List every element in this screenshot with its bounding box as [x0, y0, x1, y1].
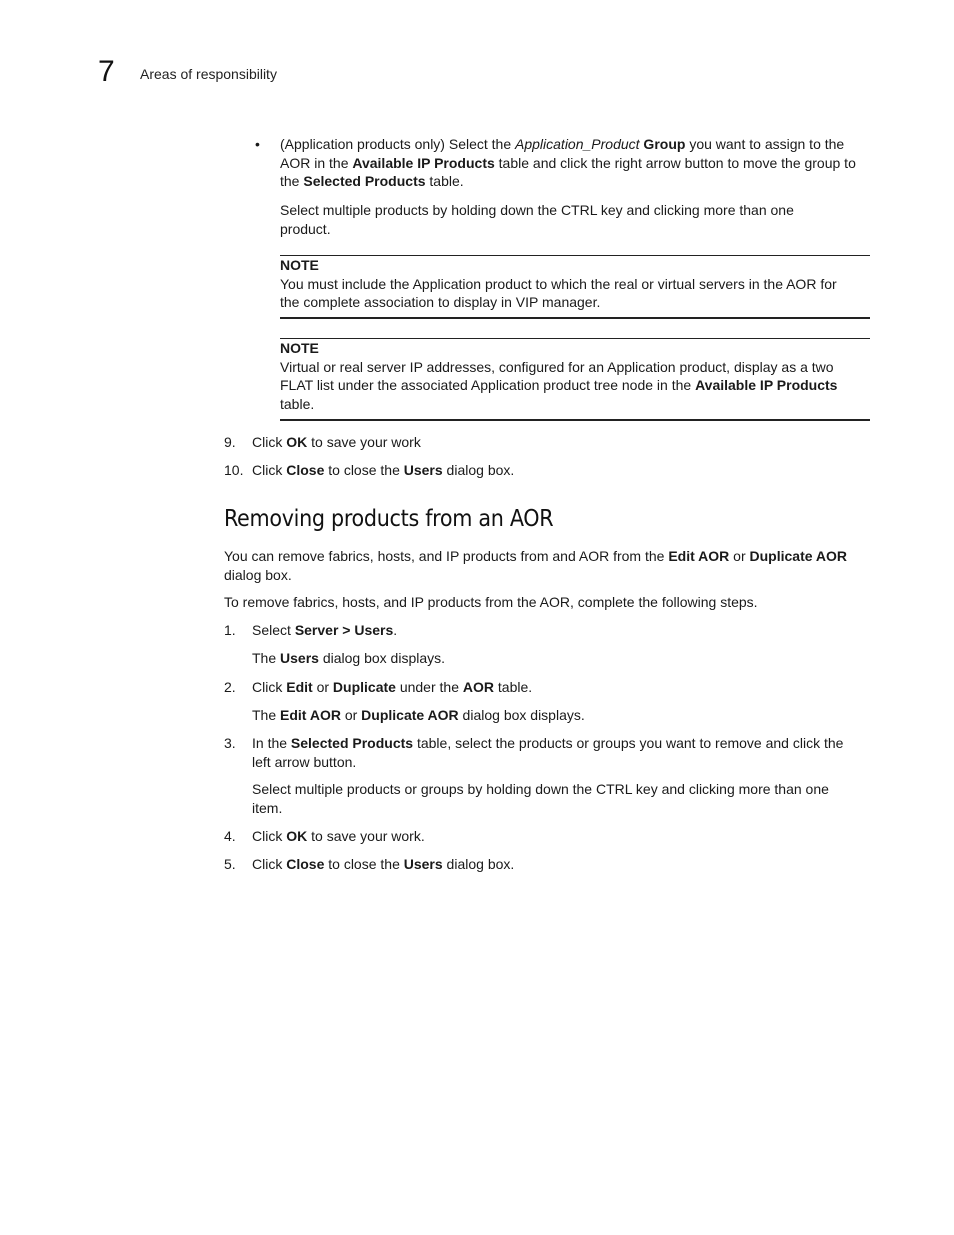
ui-term: Edit AOR — [280, 707, 341, 723]
ui-term: Users — [280, 650, 319, 666]
text: The — [252, 707, 281, 723]
ui-term: Available IP Products — [352, 154, 495, 171]
step-3 — [252, 734, 882, 771]
text: to save your work. — [307, 828, 425, 844]
text: to close the — [324, 856, 404, 872]
bullet-subparagraph — [280, 201, 880, 238]
note-2 — [280, 339, 880, 413]
text: You must include the Application product to which the real or virtual servers in the AOR for — [280, 275, 837, 292]
text: Click — [252, 679, 287, 695]
step-number: 2. — [224, 679, 236, 695]
text: You can remove fabrics, hosts, and IP products from and AOR from the — [224, 548, 669, 564]
text: dialog box. — [442, 856, 515, 872]
ui-term: Users — [403, 462, 443, 478]
text: to close the — [324, 462, 404, 478]
ui-term: Edit AOR — [668, 548, 730, 564]
note-1 — [280, 256, 880, 312]
step-number: 1. — [224, 622, 236, 638]
text: table. — [494, 679, 533, 695]
text: The — [252, 650, 281, 666]
step-number: 5. — [224, 856, 236, 872]
text: dialog box. — [224, 566, 292, 583]
text: Click — [252, 828, 287, 844]
text: Select — [252, 622, 295, 638]
ui-term: Close — [286, 462, 325, 478]
text: you want to assign to the — [685, 136, 845, 152]
bullet-paragraph — [280, 135, 880, 191]
text: (Application products only) Select the — [280, 136, 516, 152]
step-2-result — [252, 706, 585, 725]
ui-term: OK — [286, 434, 308, 450]
step-number: 9. — [224, 434, 236, 450]
text: or — [312, 679, 333, 695]
step-1 — [252, 621, 397, 640]
note-bottom-rule — [280, 317, 870, 319]
text: AOR in the — [280, 154, 353, 171]
text: table, select the products or groups you want to remove and click the — [413, 735, 844, 751]
step-1-result — [252, 649, 445, 668]
step-number: 10. — [224, 462, 244, 478]
text: table. — [280, 395, 315, 412]
ui-term: Selected Products — [290, 735, 414, 751]
section-heading: Removing products from an AOR — [224, 506, 554, 532]
text: under the — [395, 679, 463, 695]
text: Virtual or real server IP addresses, configured for an Application product, display as a two — [280, 358, 834, 375]
ui-term: Server > Users — [294, 622, 394, 638]
ui-term: Duplicate AOR — [361, 707, 459, 723]
ui-term: AOR — [462, 679, 494, 695]
ui-term: Edit — [286, 679, 313, 695]
section-intro — [224, 547, 874, 584]
ui-term: Selected Products — [303, 173, 426, 189]
step-5 — [252, 855, 514, 874]
ui-term: Available IP Products — [695, 377, 838, 393]
note-label: NOTE — [280, 340, 319, 356]
text: dialog box. — [442, 462, 515, 478]
bullet-symbol: • — [255, 136, 260, 152]
step-2 — [252, 678, 532, 697]
step-10 — [252, 461, 514, 480]
ui-term: Close — [286, 856, 325, 872]
step-9 — [252, 433, 421, 452]
text: or — [340, 707, 362, 723]
note-bottom-rule — [280, 419, 870, 421]
ui-term: Users — [403, 856, 443, 872]
text: product. — [280, 220, 331, 237]
text: Select multiple products or groups by holding down the CTRL key and clicking more than one — [252, 781, 829, 797]
text: Click — [252, 434, 287, 450]
step-number: 3. — [224, 735, 236, 751]
chapter-number: 7 — [98, 55, 115, 88]
ui-term: Duplicate — [332, 679, 396, 695]
note-label: NOTE — [280, 257, 319, 273]
section-lead: To remove fabrics, hosts, and IP products from the AOR, complete the following steps. — [224, 594, 758, 610]
ui-term: OK — [286, 828, 308, 844]
text: In the — [252, 735, 291, 751]
text: or — [729, 548, 750, 564]
text: to save your work — [307, 434, 421, 450]
running-title: Areas of responsibility — [140, 66, 277, 82]
text: table. — [425, 173, 464, 189]
step-3-result — [252, 780, 882, 817]
text: left arrow button. — [252, 753, 357, 770]
text: Click — [252, 462, 287, 478]
text: the — [280, 173, 304, 189]
text: item. — [252, 799, 283, 816]
italic-term: Application_Product — [515, 136, 640, 152]
text: Click — [252, 856, 287, 872]
ui-term: Duplicate AOR — [749, 548, 847, 564]
text: table and click the right arrow button to move the group to — [494, 154, 856, 171]
text: . — [393, 622, 398, 638]
text: dialog box displays. — [318, 650, 446, 666]
text: FLAT list under the associated Application product tree node in the — [280, 377, 696, 393]
text: dialog box displays. — [458, 707, 585, 723]
text: the complete association to display in VIP manager. — [280, 294, 601, 310]
text: Select multiple products by holding down the CTRL key and clicking more than one — [280, 202, 794, 218]
ui-term: Group — [639, 136, 686, 152]
step-number: 4. — [224, 828, 236, 844]
step-4 — [252, 827, 425, 846]
